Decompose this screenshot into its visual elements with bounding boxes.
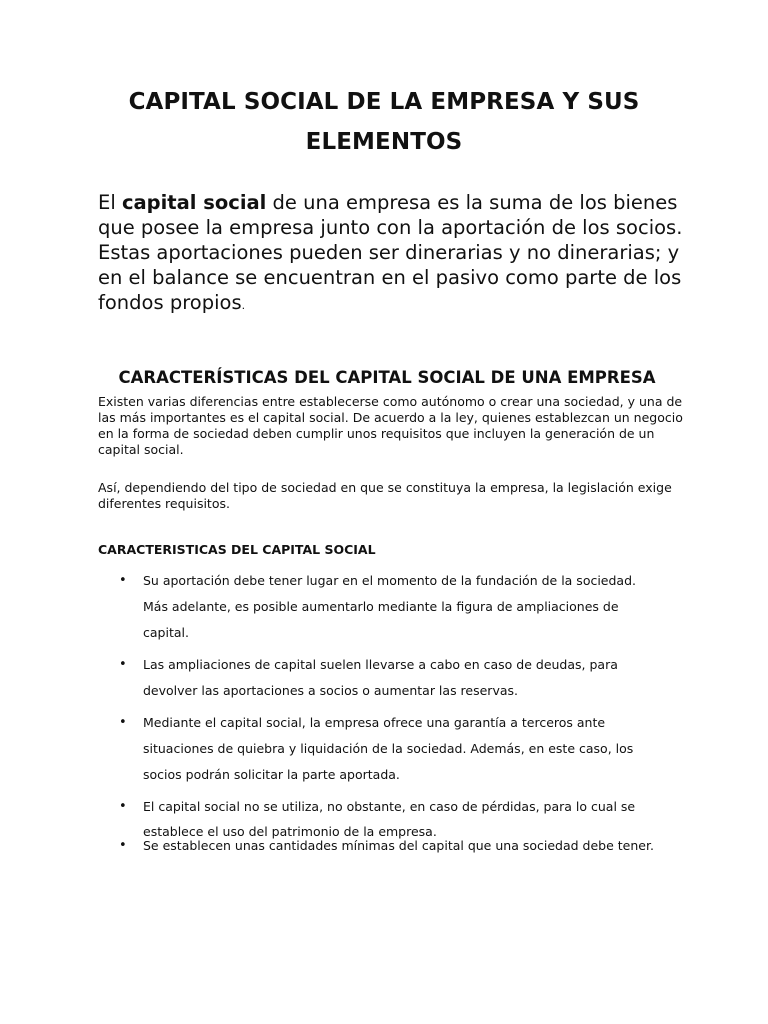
intro-paragraph <box>98 190 698 318</box>
bullet-icon: • <box>119 715 127 730</box>
list-item-text: Se establecen unas cantidades mínimas del capital que una sociedad debe tener. <box>143 838 654 853</box>
bullet-icon: • <box>119 657 127 672</box>
list-item <box>98 568 658 646</box>
list-item-text: Las ampliaciones de capital suelen llevarse a cabo en caso de deudas, para devolver las aportaciones a socios o aumentar las reservas. <box>143 657 618 698</box>
document-title: CAPITAL SOCIAL DE LA EMPRESA Y SUS ELEMENTOS <box>128 89 640 155</box>
body-paragraph: Existen varias diferencias entre establecerse como autónomo o crear una sociedad, y una de las más importantes es el capital social. De acuerdo a la ley, quienes establezcan un negocio en la forma de sociedad deben cumplir unos requisitos que incluyen la generación de un capital social. <box>98 394 683 457</box>
intro-bold-term: capital social <box>121 191 267 214</box>
list-item <box>98 710 658 788</box>
list-item-text: El capital social no se utiliza, no obstante, en caso de pérdidas, para lo cual se establece el uso del patrimonio de la empresa. <box>143 799 636 839</box>
subheading: CARACTERISTICAS DEL CAPITAL SOCIAL <box>98 542 376 557</box>
section-heading: CARACTERÍSTICAS DEL CAPITAL SOCIAL DE UNA EMPRESA <box>118 368 656 387</box>
list-item <box>98 794 658 844</box>
list-item <box>98 652 658 704</box>
intro-text: de una empresa es la suma de los bienes que posee la empresa junto con la aportación de los socios. Estas aportaciones pueden ser dinerarias y no dinerarias; y en el balance se encuentran en el pasivo como parte de los fondos propios <box>98 191 683 314</box>
intro-prefix: El <box>98 191 122 214</box>
bullet-icon: • <box>119 838 127 853</box>
intro-end: . <box>241 299 246 312</box>
list-item-text: Su aportación debe tener lugar en el momento de la fundación de la sociedad. Más adelante, es posible aumentarlo mediante la figura de ampliaciones de capital. <box>143 573 636 640</box>
list-item-text: Mediante el capital social, la empresa ofrece una garantía a terceros ante situaciones de quiebra y liquidación de la sociedad. Además, en este caso, los socios podrán solicitar la parte aportada. <box>143 715 634 782</box>
characteristics-list <box>98 568 658 854</box>
list-item <box>98 838 658 854</box>
bullet-icon: • <box>119 573 127 588</box>
bullet-icon: • <box>119 799 127 814</box>
body-paragraph: Así, dependiendo del tipo de sociedad en que se constituya la empresa, la legislación exige diferentes requisitos. <box>98 480 672 511</box>
